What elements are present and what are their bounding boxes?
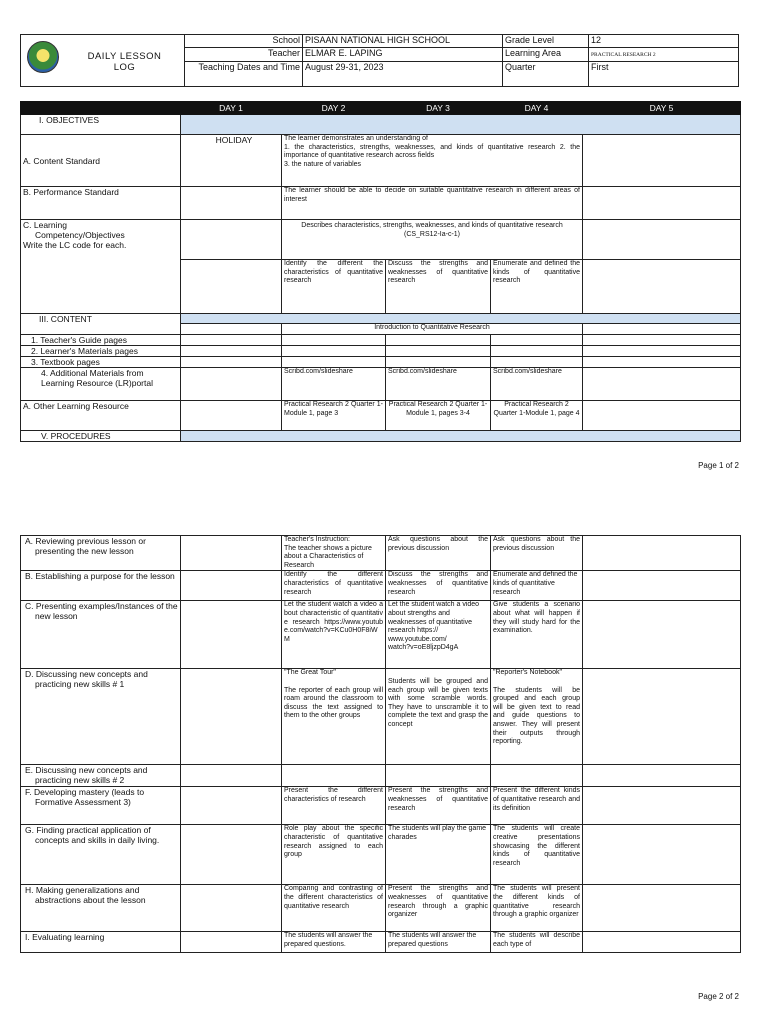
procedure-b-day1	[181, 571, 282, 601]
content-day1	[181, 324, 282, 335]
procedure-row	[21, 787, 741, 825]
day-header-5: DAY 5	[583, 102, 741, 115]
teacher-value: ELMAR E. LAPING	[303, 48, 503, 62]
procedure-g-day4: The students will create creative presentations showcasing the different kinds of quantitative research	[491, 825, 583, 885]
procedure-f-label: F. Developing mastery (leads to Formative Assessment 3)	[21, 787, 181, 825]
other-resource-day2: Practical Research 2 Quarter 1-Module 1, page 3	[282, 401, 386, 431]
procedure-row	[21, 932, 741, 953]
other-resource-day4: Practical Research 2 Quarter 1-Module 1, page 4	[491, 401, 583, 431]
objectives-band	[181, 115, 741, 135]
area-value: PRACTICAL RESEARCH 2	[589, 48, 739, 62]
other-resource-label: A. Other Learning Resource	[21, 401, 181, 431]
objective-day4: Enumerate and defined the kinds of quantitative research	[491, 260, 583, 314]
procedure-b-day3: Discuss the strengths and weaknesses of quantitative research	[386, 571, 491, 601]
content-day5	[583, 324, 741, 335]
content-band	[181, 314, 741, 324]
performance-standard-label: B. Performance Standard	[21, 187, 181, 220]
content-standard-label: A. Content Standard	[21, 135, 181, 187]
competency-day1	[181, 220, 282, 260]
procedure-c-day1	[181, 601, 282, 669]
procedure-b-day2: Identify the different characteristics of quantitative research	[282, 571, 386, 601]
procedure-i-day1	[181, 932, 282, 953]
procedure-h-label: H. Making generalizations and abstractions about the lesson	[21, 885, 181, 932]
procedure-f-day4: Present the different kinds of quantitative research and its definition	[491, 787, 583, 825]
procedure-a-day5	[583, 536, 741, 571]
procedure-f-day5	[583, 787, 741, 825]
grade-value: 12	[589, 35, 739, 48]
header-title-cell	[21, 35, 185, 87]
procedure-f-day3: Present the strengths and weaknesses of quantitative research	[386, 787, 491, 825]
objective-day2: Identify the different the characteristics of quantitative research	[282, 260, 386, 314]
procedure-c-day5	[583, 601, 741, 669]
procedure-row	[21, 536, 741, 571]
procedure-i-day3: The students will answer the prepared questions	[386, 932, 491, 953]
day-header-2: DAY 2	[282, 102, 386, 115]
procedure-b-day4: Enumerate and defined the kinds of quantitative research	[491, 571, 583, 601]
procedure-i-label: I. Evaluating learning	[21, 932, 181, 953]
objective-day3: Discuss the strengths and weaknesses of quantitative research	[386, 260, 491, 314]
lesson-table-page2	[20, 535, 741, 953]
lesson-table-page1	[20, 101, 741, 442]
school-label: School	[185, 35, 303, 48]
additional-materials-label: 4. Additional Materials from Learning Resource (LR)portal	[21, 368, 181, 401]
procedure-i-day4: The students will describe each type of	[491, 932, 583, 953]
procedure-h-day5	[583, 885, 741, 932]
competency-label-line1: C. Learning	[23, 220, 67, 230]
procedure-g-day3: The students will play the game charades	[386, 825, 491, 885]
procedure-c-label: C. Presenting examples/Instances of the new lesson	[21, 601, 181, 669]
procedure-row	[21, 825, 741, 885]
teacher-label: Teacher	[185, 48, 303, 62]
procedure-h-day2: Comparing and contrasting of the different characteristics of quantitative research	[282, 885, 386, 932]
header-table	[20, 34, 739, 87]
procedure-row	[21, 571, 741, 601]
learners-materials-label: 2. Learner's Materials pages	[21, 346, 181, 357]
procedure-g-label: G. Finding practical application of concepts and skills in daily living.	[21, 825, 181, 885]
procedure-row	[21, 601, 741, 669]
page-footer-2: Page 2 of 2	[698, 992, 739, 1001]
procedure-d-day1	[181, 669, 282, 765]
school-logo	[27, 41, 59, 73]
competency-day5	[583, 220, 741, 260]
textbook-label: 3. Textbook pages	[21, 357, 181, 368]
procedures-label: V. PROCEDURES	[21, 431, 181, 442]
procedure-h-day1	[181, 885, 282, 932]
procedure-h-day3: Present the strengths and weaknesses of quantitative research through a graphic organizer	[386, 885, 491, 932]
procedure-f-day2: Present the different characteristics of research	[282, 787, 386, 825]
objectives-label: I. OBJECTIVES	[21, 115, 181, 135]
procedure-i-day5	[583, 932, 741, 953]
quarter-value: First	[589, 62, 739, 87]
procedure-c-day2: Let the student watch a video about characteristic of quantitative research https://www.youtube.com/watch?v=KCu0H0F8iWM	[282, 601, 386, 669]
day-header-3: DAY 3	[386, 102, 491, 115]
log-title-line2: LOG	[113, 61, 136, 73]
performance-standard-value: The learner should be able to decide on suitable quantitative research in different areas of interest	[282, 187, 583, 220]
performance-day5	[583, 187, 741, 220]
competency-label-line3: Write the LC code for each.	[23, 240, 127, 250]
competency-label	[21, 220, 181, 314]
teachers-guide-label: 1. Teacher's Guide pages	[21, 335, 181, 346]
procedure-row	[21, 885, 741, 932]
procedure-a-day2: Teacher's Instruction: The teacher shows a picture about a Characteristics of Research	[282, 536, 386, 571]
procedure-h-day4: The students will present the different kinds of quantitative research through a graphic organizer	[491, 885, 583, 932]
other-resource-day5	[583, 401, 741, 431]
competency-value: Describes characteristics, strengths, weaknesses, and kinds of quantitative research (CS_RS12-Ia-c-1)	[282, 220, 583, 260]
area-label: Learning Area	[503, 48, 589, 62]
objective-day5	[583, 260, 741, 314]
additional-materials-day3: Scribd.com/slideshare	[386, 368, 491, 401]
additional-materials-day4: Scribd.com/slideshare	[491, 368, 583, 401]
content-standard-day5	[583, 135, 741, 187]
procedure-a-day1	[181, 536, 282, 571]
content-label: III. CONTENT	[21, 314, 181, 335]
procedure-b-label: B. Establishing a purpose for the lesson	[21, 571, 181, 601]
other-resource-day1	[181, 401, 282, 431]
procedure-row	[21, 669, 741, 765]
log-title-line1: DAILY LESSON	[87, 50, 162, 62]
procedure-c-day4: Give students a scenario about what will happen if they will study hard for the examination.	[491, 601, 583, 669]
procedure-b-day5	[583, 571, 741, 601]
content-value: Introduction to Quantitative Research	[282, 324, 583, 335]
additional-materials-day2: Scribd.com/slideshare	[282, 368, 386, 401]
procedure-a-day3: Ask questions about the previous discussion	[386, 536, 491, 571]
procedure-f-day1	[181, 787, 282, 825]
objective-day1	[181, 260, 282, 314]
procedure-row	[21, 765, 741, 787]
additional-materials-day1	[181, 368, 282, 401]
page-footer-1: Page 1 of 2	[698, 461, 739, 470]
holiday-cell: HOLIDAY	[181, 135, 282, 187]
day-header-blank	[21, 102, 181, 115]
content-standard-value: The learner demonstrates an understanding of 1. the characteristics, strengths, weaknesses, and kinds of quantitative research 2. the importance of quantitative research across fields 3. the nature of variables	[282, 135, 583, 187]
quarter-label: Quarter	[503, 62, 589, 87]
day-header-1: DAY 1	[181, 102, 282, 115]
procedure-g-day1	[181, 825, 282, 885]
procedure-d-day5	[583, 669, 741, 765]
additional-materials-day5	[583, 368, 741, 401]
school-value: PISAAN NATIONAL HIGH SCHOOL	[303, 35, 503, 48]
day-header-4: DAY 4	[491, 102, 583, 115]
competency-label-line2: Competency/Objectives	[35, 230, 125, 240]
procedure-d-day2: "The Great Tour" The reporter of each group will roam around the classroom to discuss the text assigned to them to the other groups	[282, 669, 386, 765]
procedure-a-label: A. Reviewing previous lesson or presenting the new lesson	[21, 536, 181, 571]
procedure-g-day2: Role play about the specific characteristic of quantitative research assigned to each group	[282, 825, 386, 885]
procedure-d-label: D. Discussing new concepts and practicing new skills # 1	[21, 669, 181, 765]
procedure-g-day5	[583, 825, 741, 885]
grade-label: Grade Level	[503, 35, 589, 48]
procedure-e-label: E. Discussing new concepts and practicing new skills # 2	[21, 765, 181, 787]
procedure-a-day4: Ask questions about the previous discussion	[491, 536, 583, 571]
procedures-band	[181, 431, 741, 442]
dates-value: August 29-31, 2023	[303, 62, 503, 87]
other-resource-day3: Practical Research 2 Quarter 1-Module 1, pages 3-4	[386, 401, 491, 431]
procedure-d-day3: Students will be grouped and each group will be given texts with some scramble words. They have to unscramble it to complete the text and grasp the concept	[386, 669, 491, 765]
performance-day1	[181, 187, 282, 220]
procedure-c-day3: Let the student watch a video about strengths and weaknesses of quantitative research https:// www.youtube.com/ watch?v=oE8ljzpD4gA	[386, 601, 491, 669]
procedure-i-day2: The students will answer the prepared questions.	[282, 932, 386, 953]
procedure-d-day4: "Reporter's Notebook" The students will be grouped and each group will be given text to read and guide questions to answer. They will present their outputs through reporting.	[491, 669, 583, 765]
dates-label: Teaching Dates and Time	[185, 62, 303, 87]
